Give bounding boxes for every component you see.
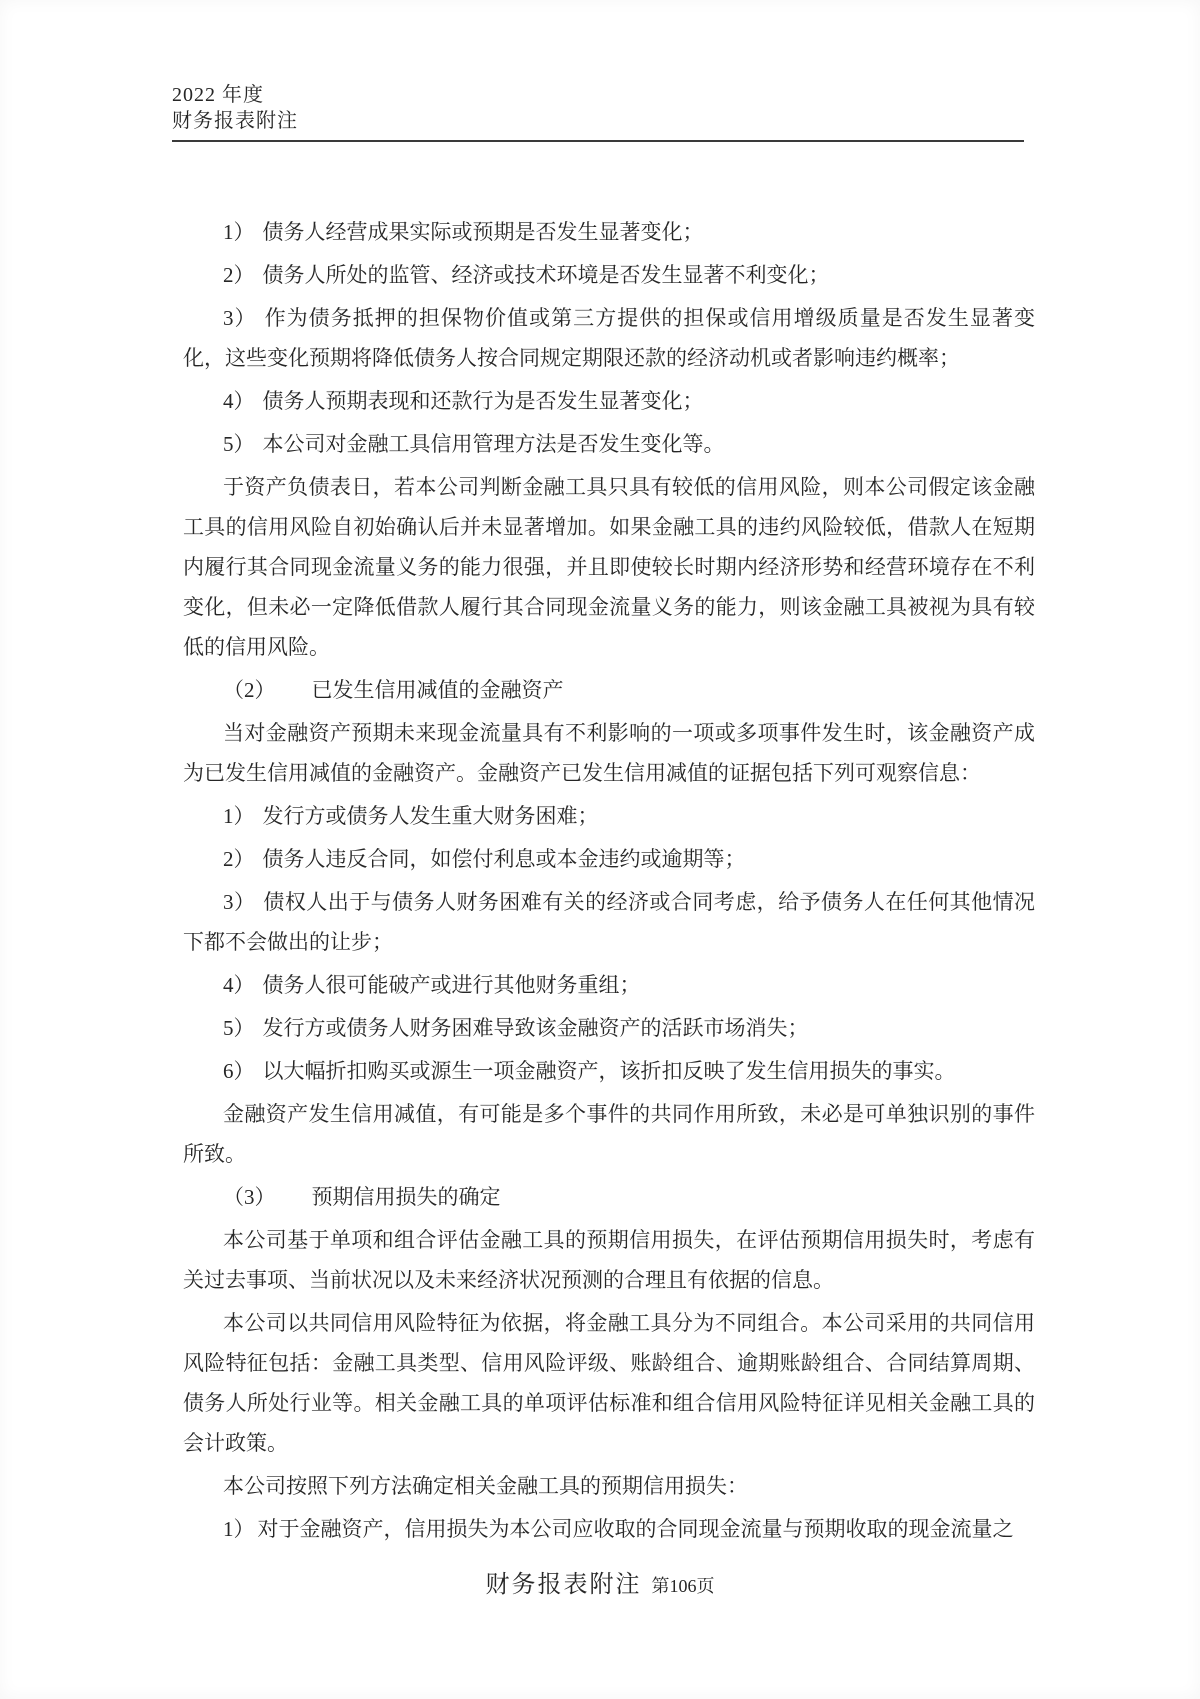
block-marker: 2） (223, 847, 255, 871)
paragraph (183, 1509, 1035, 1549)
block-marker: （2） (223, 678, 276, 702)
block-text: 于资产负债表日，若本公司判断金融工具只具有较低的信用风险，则本公司假定该金融工具的信用风险自初始确认后并未显著增加。如果金融工具的违约风险较低，借款人在短期内履行其合同现金流量义务的能力很强，并且即使较长时期内经济形势和经营环境存在不利变化，但未必一定降低借款人履行其合同现金流量义务的能力，则该金融工具被视为具有较低的信用风险。 (183, 475, 1035, 659)
list-item (183, 839, 1035, 879)
list-item (183, 796, 1035, 836)
section-heading (183, 1177, 1035, 1217)
paragraph (183, 1303, 1035, 1463)
list-item (183, 424, 1035, 464)
block-text: 当对金融资产预期未来现金流量具有不利影响的一项或多项事件发生时，该金融资产成为已发生信用减值的金融资产。金融资产已发生信用减值的证据包括下列可观察信息： (183, 721, 1035, 785)
block-text: 作为债务抵押的担保物价值或第三方提供的担保或信用增级质量是否发生显著变化，这些变化预期将降低债务人按合同规定期限还款的经济动机或者影响违约概率； (183, 306, 1036, 370)
block-text: 本公司以共同信用风险特征为依据，将金融工具分为不同组合。本公司采用的共同信用风险特征包括：金融工具类型、信用风险评级、账龄组合、逾期账龄组合、合同结算周期、债务人所处行业等。相关金融工具的单项评估标准和组合信用风险特征详见相关金融工具的会计政策。 (183, 1311, 1035, 1455)
block-marker: 5） (223, 1016, 255, 1040)
paragraph (183, 1220, 1035, 1300)
block-marker: 6） (223, 1059, 255, 1083)
block-marker: 1） (223, 804, 255, 828)
block-text: 对于金融资产，信用损失为本公司应收取的合同现金流量与预期收取的现金流量之 (257, 1517, 1014, 1541)
section-heading (183, 670, 1035, 710)
header-year: 2022 年度 (172, 84, 264, 106)
block-text: 预期信用损失的确定 (311, 1185, 501, 1209)
paragraph (183, 1094, 1035, 1174)
block-text: 债务人预期表现和还款行为是否发生显著变化； (262, 389, 704, 413)
block-marker: 5） (223, 432, 255, 456)
block-marker: 2） (223, 263, 255, 287)
block-text: 本公司对金融工具信用管理方法是否发生变化等。 (262, 432, 725, 456)
list-item (183, 212, 1035, 252)
list-item (183, 1008, 1035, 1048)
block-text: 以大幅折扣购买或源生一项金融资产，该折扣反映了发生信用损失的事实。 (262, 1059, 956, 1083)
block-text: 债务人违反合同，如偿付利息或本金违约或逾期等； (262, 847, 746, 871)
list-item (183, 298, 1035, 378)
header-rule (172, 140, 1024, 142)
block-text: 本公司按照下列方法确定相关金融工具的预期信用损失： (223, 1474, 748, 1498)
paragraph (183, 467, 1035, 667)
footer-page-number: 第106页 (651, 1576, 715, 1596)
header-title: 财务报表附注 (172, 110, 298, 132)
block-text: 发行方或债务人发生重大财务困难； (262, 804, 599, 828)
block-text: 已发生信用减值的金融资产 (311, 678, 564, 702)
block-text: 债权人出于与债务人财务困难有关的经济或合同考虑，给予债务人在任何其他情况下都不会做出的让步； (183, 890, 1036, 954)
list-item (183, 965, 1035, 1005)
block-marker: 1） (223, 220, 255, 244)
list-item (183, 1051, 1035, 1091)
document-body (183, 212, 1035, 1552)
paragraph (183, 1466, 1035, 1506)
list-item (183, 882, 1035, 962)
block-marker: 4） (223, 973, 255, 997)
block-text: 债务人经营成果实际或预期是否发生显著变化； (262, 220, 704, 244)
block-text: 本公司基于单项和组合评估金融工具的预期信用损失，在评估预期信用损失时，考虑有关过去事项、当前状况以及未来经济状况预测的合理且有依据的信息。 (183, 1228, 1035, 1292)
block-marker: 3） (223, 890, 256, 914)
block-marker: （3） (223, 1185, 276, 1209)
page-header (172, 82, 1024, 142)
paragraph (183, 713, 1035, 793)
block-text: 金融资产发生信用减值，有可能是多个事件的共同作用所致，未必是可单独识别的事件所致。 (183, 1102, 1035, 1166)
page-footer (0, 1564, 1200, 1599)
block-text: 债务人很可能破产或进行其他财务重组； (262, 973, 641, 997)
footer-title: 财务报表附注 (485, 1572, 642, 1598)
list-item (183, 381, 1035, 421)
block-marker: 3） (223, 306, 257, 330)
list-item (183, 255, 1035, 295)
block-text: 发行方或债务人财务困难导致该金融资产的活跃市场消失； (262, 1016, 809, 1040)
block-text: 债务人所处的监管、经济或技术环境是否发生显著不利变化； (262, 263, 830, 287)
block-marker: 4） (223, 389, 255, 413)
block-marker: 1） (223, 1517, 255, 1541)
